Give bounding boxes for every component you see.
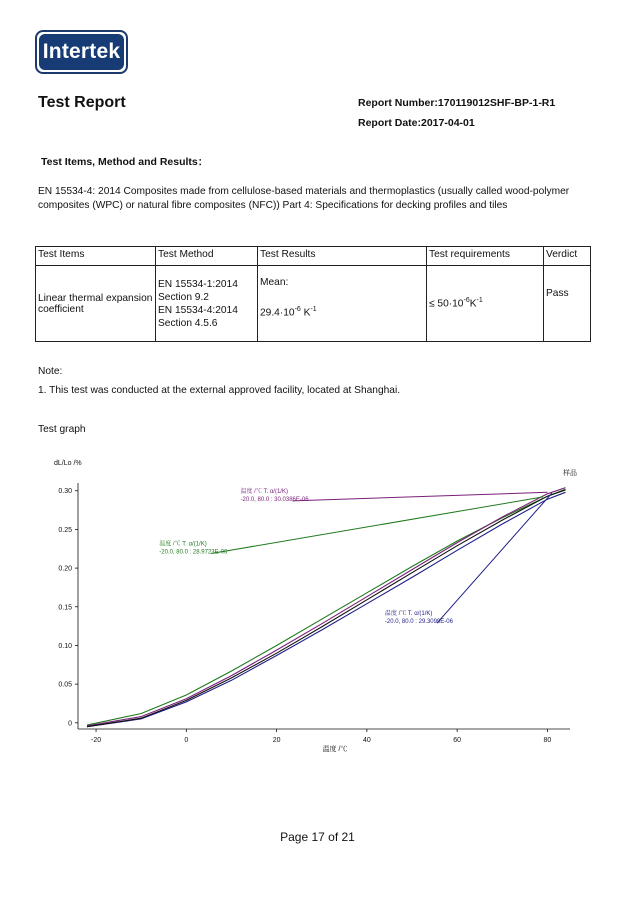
mean-unit: K [300,307,311,319]
method-line: EN 15534-4:2014 [158,304,238,316]
note-item: 1. This test was conducted at the external approved facility, located at Shanghai. [38,385,401,396]
page-title: Test Report [38,94,126,111]
annotation-header: 温度 /℃ T. α/(1/K) [384,611,433,618]
series-line [87,488,566,726]
page-number: Page 17 of 21 [280,830,355,844]
logo-text: Intertek [39,34,124,70]
header-test-results: Test Results [258,247,427,266]
annotation-header: 温度 /℃ T. α/(1/K) [240,488,288,495]
annotation-value: -20.0, 80.0 : 30.0386E-06 [240,496,309,503]
method-line: Section 9.2 [158,291,209,303]
table-row [36,266,591,342]
note-title: Note: [38,366,63,377]
x-tick-label: 40 [362,737,371,744]
cell-verdict [544,266,591,342]
series-line [87,490,566,727]
report-number: Report Number:170119012SHF-BP-1-R1 [358,97,556,109]
requirement-exponent: -6 [463,297,470,305]
y-tick-label: 0.25 [58,526,72,534]
y-tick-label: 0.05 [58,681,72,689]
x-tick-label: 20 [272,737,281,744]
results-table [35,246,591,342]
mean-unit-exponent: -1 [310,306,317,313]
annotation-header: 温度 /℃ T. α/(1/K) [159,541,207,548]
cell-test-result [258,266,427,342]
mean-value [260,306,424,318]
requirement-unit: K [469,298,477,310]
y-tick-label: 0.15 [58,604,72,612]
method-line: Section 4.5.6 [158,317,218,329]
header-verdict: Verdict [544,247,591,266]
graph-title: Test graph [38,424,86,435]
intertek-logo [35,30,128,74]
y-axis-label: dL/Lo /% [54,460,82,467]
x-tick-label: 60 [453,737,462,744]
corner-label: 样品 [563,470,577,477]
header-test-method: Test Method [156,247,258,266]
requirement-value: ≤ 50·10 [429,298,464,310]
y-tick-label: 0.20 [58,565,72,573]
cell-test-method [156,266,258,342]
y-tick-label: 0.10 [58,642,72,650]
x-tick-label: 80 [543,737,552,744]
series-line [87,492,566,726]
mean-label: Mean: [260,277,289,288]
section-title: Test Items, Method and Results： [41,156,209,168]
mean-exponent: -6 [294,306,301,313]
standard-description: EN 15534-4: 2014 Composites made from cellulose-based materials and thermoplastics (usually called wood-polymer composites (WPC) or natural fibre composites (NFC)) Part 4: Specifications for decking profiles and tiles [38,186,570,211]
annotation-leader [292,492,547,501]
cell-test-item: Linear thermal expansion coefficient [36,266,156,342]
cell-test-requirement [427,266,544,342]
x-tick-label: 0 [184,737,189,744]
x-axis-label: 温度 /℃ [322,746,348,753]
method-line: EN 15534-1:2014 [158,278,238,290]
table-header-row [36,247,591,266]
x-tick-label: -20 [90,737,102,744]
annotation-value: -20.0, 80.0 : 29.3099E-06 [384,619,453,626]
header-test-items: Test Items [36,247,156,266]
y-tick-label: 0.30 [58,488,72,496]
requirement-unit-exponent: -1 [476,297,483,305]
verdict-value: Pass [546,288,569,299]
header-test-requirements: Test requirements [427,247,544,266]
mean-number: 29.4·10 [260,307,295,319]
report-date: Report Date:2017-04-01 [358,117,475,129]
annotation-value: -20.0, 80.0 : 28.9723E-06 [159,549,228,556]
expansion-chart [40,455,590,755]
y-tick-label: 0 [68,720,72,728]
